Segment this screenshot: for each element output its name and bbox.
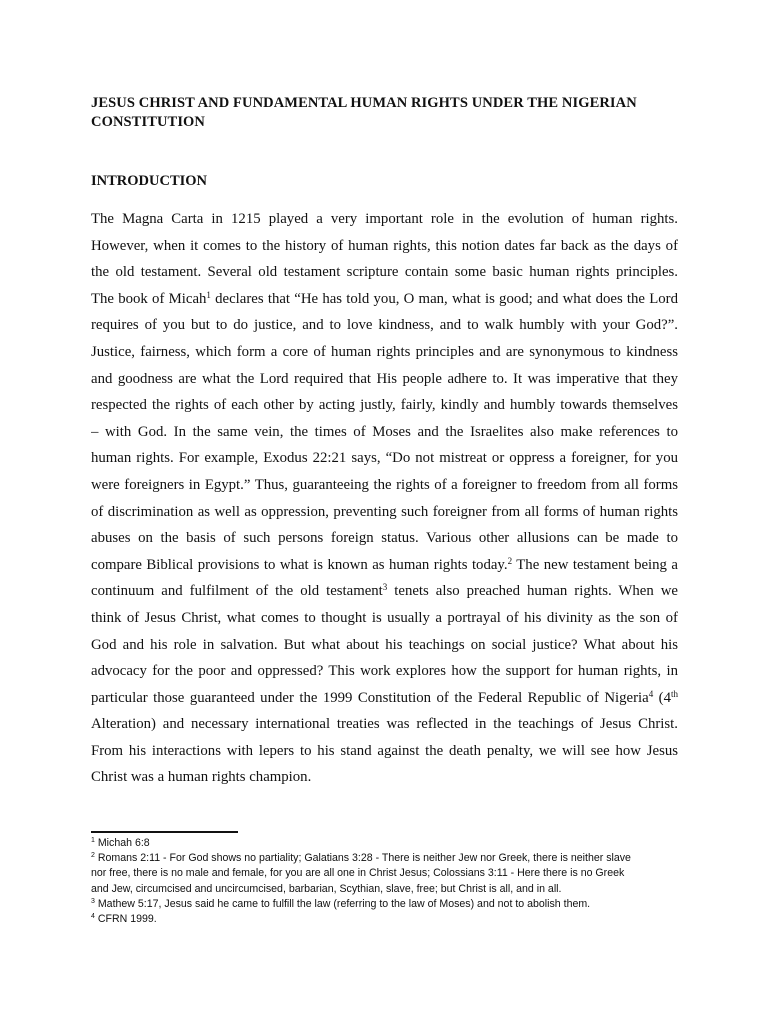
ordinal-suffix: th bbox=[670, 688, 678, 699]
footnote-ref-2: 2 bbox=[507, 555, 513, 566]
paragraph-line: The Magna Carta in 1215 played a very important role in the evolution of human rights. bbox=[91, 211, 678, 227]
paragraph-line: respected the rights of each other by acting justly, fairly, kindly and humbly towards themselves bbox=[91, 397, 678, 414]
section-heading: INTRODUCTION bbox=[91, 173, 208, 189]
paragraph-line: of discrimination as well as oppression, preventing such foreigner from all forms of human rights bbox=[91, 503, 678, 520]
footnote-1 bbox=[91, 836, 681, 851]
paragraph-line: the old testament. Several old testament scripture contain some basic human rights principles. bbox=[91, 264, 678, 281]
footnote-separator bbox=[91, 831, 238, 833]
line-text: The new testament being a bbox=[512, 556, 678, 573]
paragraph-line: Justice, fairness, which form a core of human rights principles and are synonymous to kindness bbox=[91, 343, 678, 360]
footnote-2-cont: and Jew, circumcised and uncircumcised, barbarian, Scythian, slave, free; but Christ is all, and in all. bbox=[91, 882, 562, 895]
footnote-number: 2 bbox=[91, 852, 95, 860]
line-text: continuum and fulfilment of the old testament bbox=[91, 583, 383, 600]
footnote-3 bbox=[91, 897, 681, 912]
line-text: particular those guaranteed under the 1999 Constitution of the Federal Republic of Nigeria bbox=[91, 689, 649, 706]
footnote-2-cont: nor free, there is no male and female, for you are all one in Christ Jesus; Colossians 3:11 - Here there is no Greek bbox=[91, 867, 625, 880]
document-title bbox=[91, 94, 691, 132]
paragraph-line: – with God. In the same vein, the times of Moses and the Israelites also make references to bbox=[91, 423, 678, 440]
footnote-number: 3 bbox=[91, 897, 95, 905]
paragraph-line: advocacy for the poor and oppressed? This work explores how the support for human rights, in bbox=[91, 663, 678, 680]
paragraph-line: However, when it comes to the history of human rights, this notion dates far back as the days of bbox=[91, 237, 678, 254]
paragraph-line: Alteration) and necessary international treaties was reflected in the teachings of Jesus Christ. bbox=[91, 716, 678, 733]
footnote-number: 1 bbox=[91, 837, 95, 844]
paragraph-line bbox=[91, 685, 678, 712]
paragraph-line: God and his role in salvation. But what about his teachings on social justice? What about his bbox=[91, 636, 678, 653]
paragraph-line: requires of you but to do justice, and to love kindness, and to walk humbly with your God?”. bbox=[91, 317, 678, 334]
footnote-number: 4 bbox=[91, 913, 95, 921]
footnote-text: CFRN 1999. bbox=[97, 913, 157, 926]
line-text: The book of Micah bbox=[91, 290, 207, 307]
line-text: compare Biblical provisions to what is known as human rights today. bbox=[91, 556, 508, 573]
paragraph-line: and goodness are what the Lord required that His people adhere to. It was imperative that they bbox=[91, 370, 678, 387]
footnote-text: Mathew 5:17, Jesus said he came to fulfill the law (referring to the law of Moses) and not to abolish them. bbox=[97, 897, 591, 910]
paragraph-line: think of Jesus Christ, what comes to thought is usually a portrayal of his divinity as the son of bbox=[91, 609, 678, 626]
paragraph-line: Christ was a human rights champion. bbox=[91, 769, 312, 786]
line-text: declares that “He has told you, O man, what is good; and what does the Lord bbox=[210, 290, 678, 307]
footnote-text: Romans 2:11 - For God shows no partiality; Galatians 3:28 - There is neither Jew nor Greek, there is neither slave bbox=[97, 852, 631, 865]
footnote-ref-4: 4 bbox=[648, 688, 654, 699]
line-text: (4 bbox=[653, 689, 671, 706]
footnote-2 bbox=[91, 851, 681, 866]
title-line-1: JESUS CHRIST AND FUNDAMENTAL HUMAN RIGHTS UNDER THE NIGERIAN bbox=[91, 95, 637, 111]
paragraph-line: From his interactions with lepers to his stand against the death penalty, we will see how Jesus bbox=[91, 742, 678, 759]
introduction-paragraph bbox=[91, 206, 678, 791]
paragraph-line bbox=[91, 286, 678, 313]
paragraph-line: abuses on the basis of such persons foreign status. Various other allusions can be made to bbox=[91, 530, 678, 547]
paragraph-line bbox=[91, 552, 678, 579]
footnote-ref-1: 1 bbox=[206, 289, 211, 300]
paragraph-line: were foreigners in Egypt.” Thus, guaranteeing the rights of a foreigner to freedom from all forms bbox=[91, 476, 678, 493]
line-text: tenets also preached human rights. When we bbox=[387, 583, 678, 600]
footnote-text: Michah 6:8 bbox=[97, 837, 150, 849]
footnote-4 bbox=[91, 912, 681, 927]
title-line-2: CONSTITUTION bbox=[91, 114, 206, 130]
footnotes bbox=[91, 836, 681, 927]
paragraph-line: human rights. For example, Exodus 22:21 says, “Do not mistreat or oppress a foreigner, for you bbox=[91, 450, 678, 467]
paragraph-line bbox=[91, 578, 678, 605]
footnote-ref-3: 3 bbox=[382, 582, 388, 593]
